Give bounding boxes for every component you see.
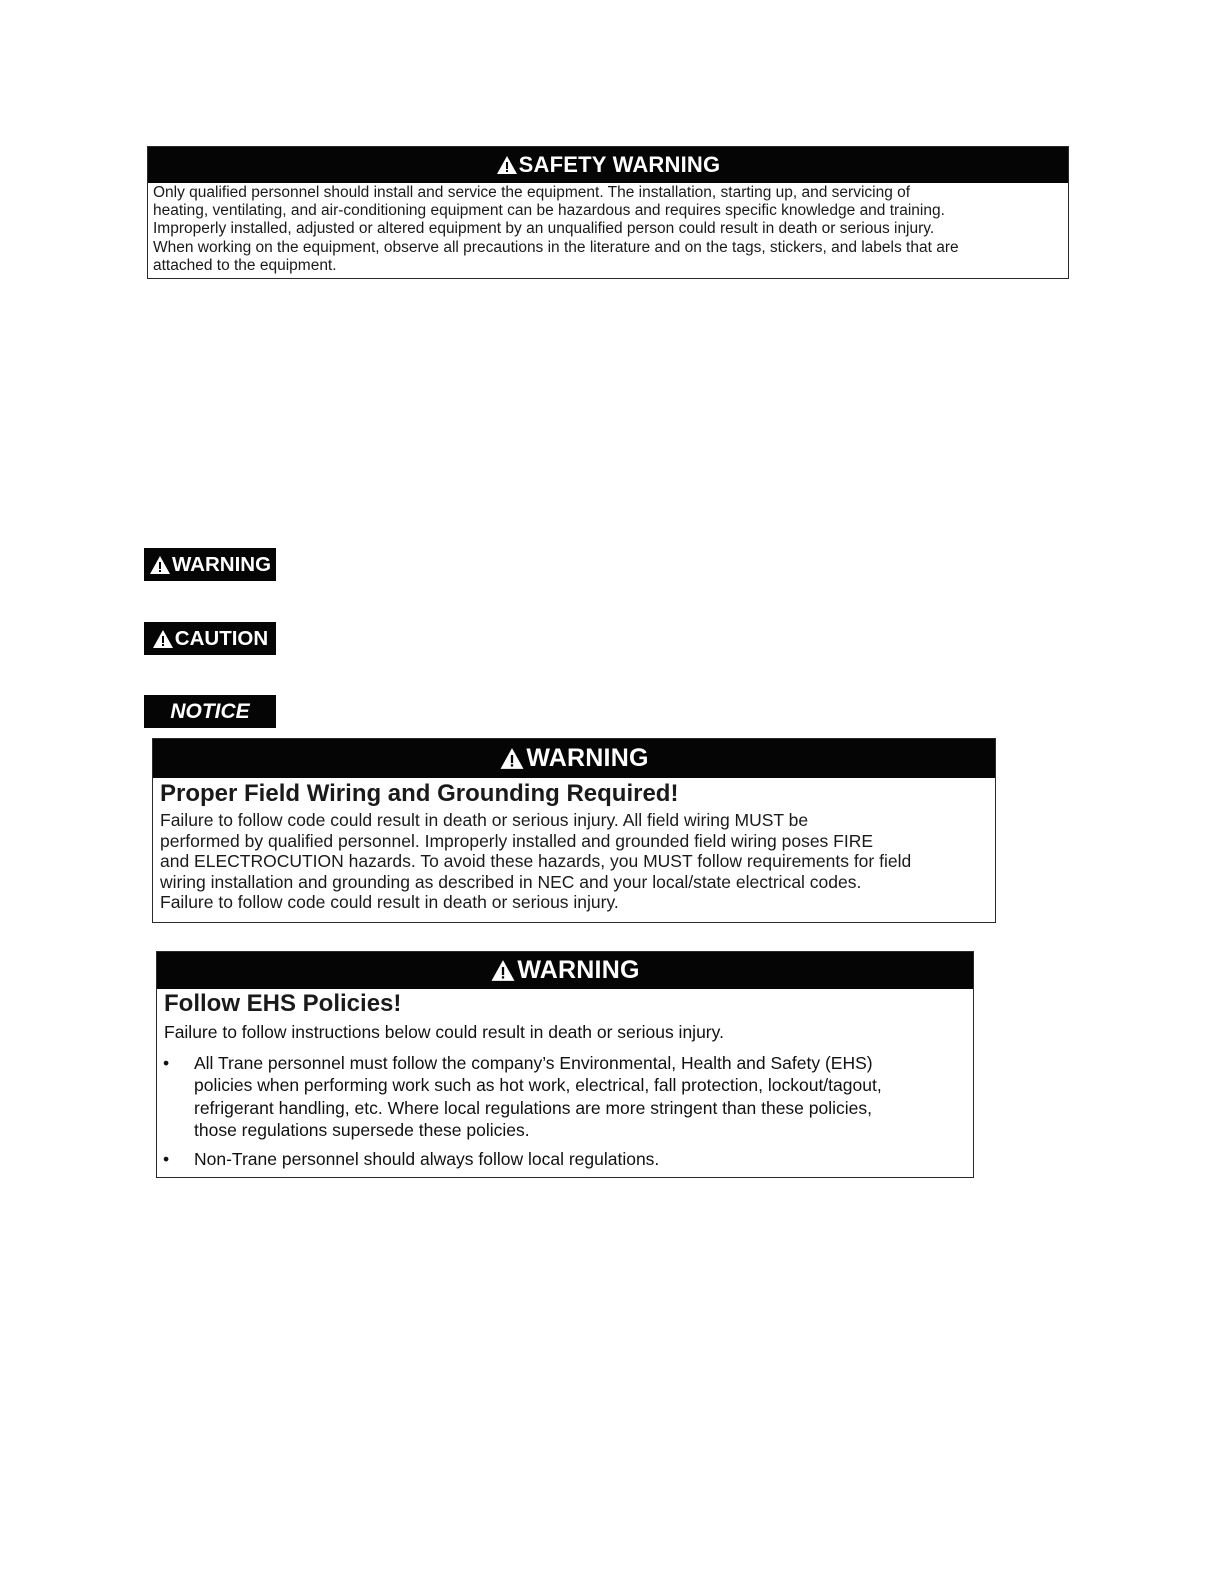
safety-warning-box: [147, 146, 1069, 279]
field-wiring-warning-text: [153, 808, 995, 913]
safety-warning-line: Improperly installed, adjusted or altered equipment by an unqualified person could result in death or serious injury.: [153, 220, 935, 238]
field-wiring-line: Failure to follow code could result in death or serious injury. All field wiring MUST be: [160, 810, 809, 830]
safety-warning-heading: SAFETY WARNING: [518, 152, 721, 177]
ehs-warning-heading: WARNING: [517, 956, 640, 984]
safety-warning-line: attached to the equipment.: [153, 256, 337, 274]
notice-signal-label: [144, 695, 276, 728]
list-item: [157, 1052, 973, 1141]
field-wiring-warning-header: [153, 739, 995, 778]
list-item: [157, 1148, 973, 1170]
warning-triangle-icon: [496, 155, 518, 175]
caution-signal-label: [144, 622, 276, 655]
safety-warning-header: [148, 147, 1068, 183]
ehs-bullet-list: [157, 1043, 973, 1170]
bullet-line: All Trane personnel must follow the company’s Environmental, Health and Safety (EHS): [194, 1053, 873, 1073]
bullet-line: Non-Trane personnel should always follow local regulations.: [194, 1149, 660, 1170]
field-wiring-warning-heading: WARNING: [526, 744, 649, 772]
warning-signal-text: WARNING: [171, 552, 272, 576]
caution-triangle-icon: [152, 629, 174, 649]
safety-warning-text: [148, 183, 1068, 275]
bullet-line: those regulations supersede these policies.: [194, 1119, 530, 1140]
safety-warning-line: When working on the equipment, observe all precautions in the literature and on the tags, stickers, and labels that are: [153, 238, 959, 256]
warning-signal-label: [144, 548, 276, 581]
notice-signal-text: NOTICE: [170, 699, 250, 723]
warning-triangle-icon: [149, 555, 171, 575]
ehs-warning-box: [156, 951, 974, 1178]
field-wiring-line: and ELECTROCUTION hazards. To avoid these hazards, you MUST follow requirements for field: [160, 851, 912, 872]
field-wiring-line: performed by qualified personnel. Improperly installed and grounded field wiring poses FIRE: [160, 830, 874, 851]
bullet-line: refrigerant handling, etc. Where local regulations are more stringent than these policies,: [194, 1097, 873, 1118]
safety-warning-line: heating, ventilating, and air-conditioning equipment can be hazardous and requires specific knowledge and training.: [153, 202, 945, 220]
field-wiring-line: wiring installation and grounding as described in NEC and your local/state electrical codes.: [160, 871, 862, 892]
warning-triangle-icon: [490, 959, 516, 982]
bullet-icon: •: [163, 1053, 170, 1073]
ehs-warning-header: [157, 952, 973, 989]
field-wiring-warning-box: [152, 738, 996, 923]
caution-signal-text: CAUTION: [174, 626, 269, 650]
bullet-icon: •: [163, 1149, 170, 1170]
warning-triangle-icon: [499, 747, 525, 770]
bullet-line: policies when performing work such as hot work, electrical, fall protection, lockout/tagout,: [194, 1075, 882, 1096]
field-wiring-warning-title: Proper Field Wiring and Grounding Required!: [160, 780, 679, 807]
safety-warning-line: Only qualified personnel should install and service the equipment. The installation, starting up, and servicing of: [153, 184, 911, 201]
ehs-warning-title: Follow EHS Policies!: [164, 990, 402, 1017]
ehs-warning-intro: Failure to follow instructions below could result in death or serious injury.: [164, 1022, 724, 1042]
field-wiring-line: Failure to follow code could result in death or serious injury.: [160, 892, 619, 913]
